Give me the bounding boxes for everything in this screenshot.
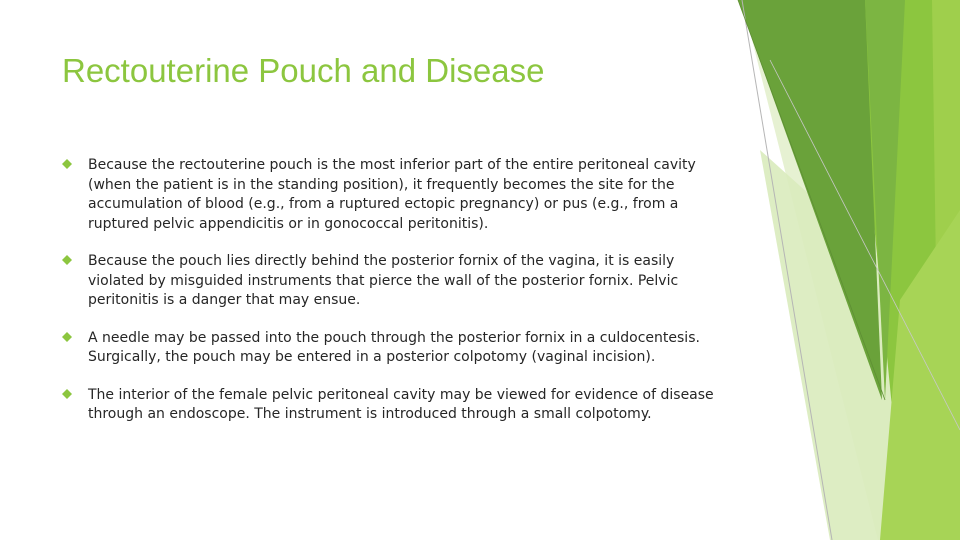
diamond-bullet-icon — [62, 255, 72, 265]
bullet-text: Because the rectouterine pouch is the most inferior part of the entire peritoneal cavity (when the patient is in the standing position), it frequently becomes the site for the accumulation of blood (e.g., from a ruptured ectopic pregnancy) or pus (e.g., from a ruptured pelvic appendicitis or in gonococcal peritonitis). — [88, 157, 696, 232]
diamond-bullet-icon — [62, 332, 72, 342]
diamond-bullet-icon — [62, 389, 72, 399]
bullet-text: Because the pouch lies directly behind the posterior fornix of the vagina, it is easily violated by misguided instruments that pierce the wall of the posterior fornix. Pelvic peritonitis is a danger that may ensue. — [88, 253, 679, 308]
bullet-item — [60, 156, 725, 234]
diamond-bullet-icon — [62, 159, 72, 169]
bullet-item — [60, 386, 725, 425]
bullet-item — [60, 252, 725, 311]
slide-title: Rectouterine Pouch and Disease — [62, 52, 545, 89]
bullet-text: The interior of the female pelvic peritoneal cavity may be viewed for evidence of disease through an endoscope. The instrument is introduced through a small colpotomy. — [88, 386, 714, 422]
bullet-list — [60, 156, 725, 443]
bullet-item — [60, 329, 725, 368]
bullet-text: A needle may be passed into the pouch through the posterior fornix in a culdocentesis. Surgically, the pouch may be entered in a posterior colpotomy (vaginal incision). — [88, 329, 700, 365]
